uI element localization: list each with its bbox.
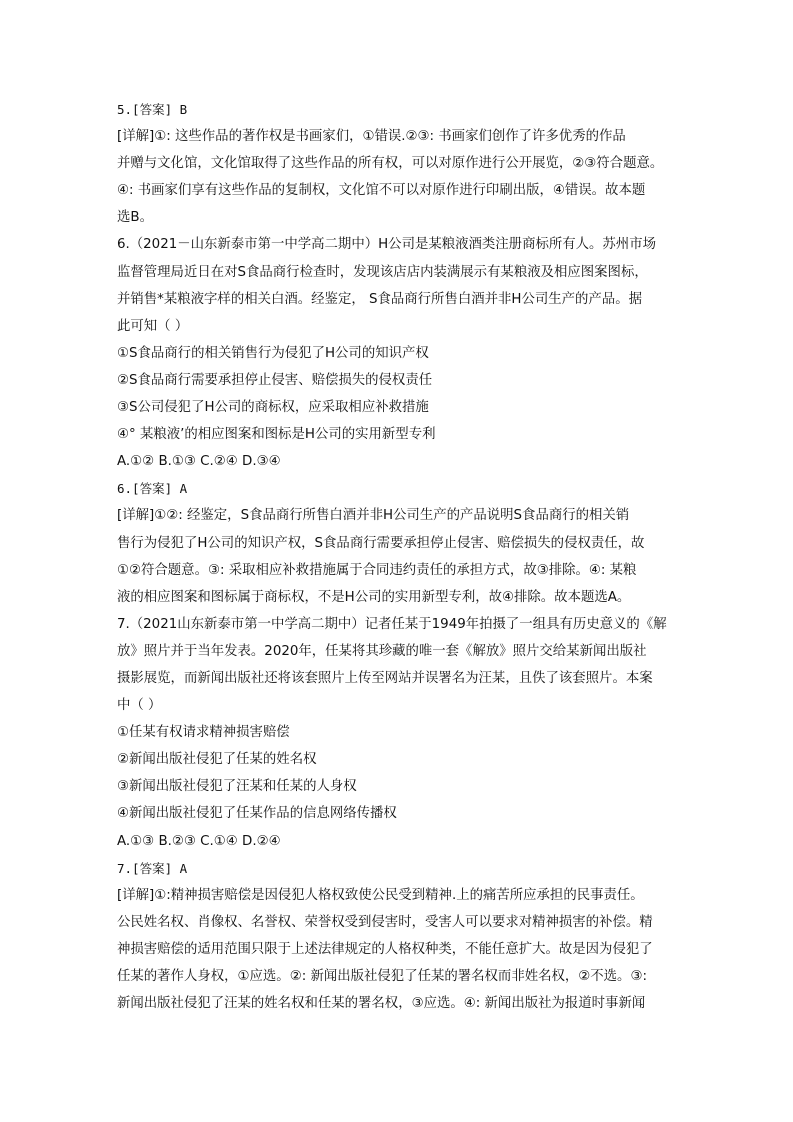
text-line: [详解]①②: 经鉴定，S食品商行所售白酒并非H公司生产的产品说明S食品商行的相关销 [117, 508, 630, 524]
answer-line: 6.[答案] A [117, 481, 188, 497]
text-line: 并赠与文化馆，文化馆取得了这些作品的所有权，可以对原作进行公开展览，②③符合题意。 [117, 156, 664, 172]
text-line: ④° 某粮液’的相应图案和图标是H公司的实用新型专利 [117, 427, 436, 443]
answer-line: 7.[答案] A [117, 860, 188, 876]
text-line: 放》照片并于当年发表。2020年，任某将其珍藏的唯一套《解放》照片交给某新闻出版社 [117, 643, 647, 659]
text-line: ①②符合题意。③: 采取相应补救措施属于合同违约责任的承担方式，故③排除。④: 某粮 [117, 562, 637, 578]
text-line: 摄影展览，而新闻出版社还将该套照片上传至网站并误署名为汪某，且佚了该套照片。本案 [117, 670, 653, 686]
text-line: 并销售*某粮液字样的相关白酒。经鉴定， S食品商行所售白酒并非H公司生产的产品。据 [117, 291, 642, 307]
answer-line: 5.[答案] B [117, 102, 188, 117]
text-line: 监督管理局近日在对S食品商行检查时，发现该店店内装满展示有某粮液及相应图案图标， [117, 264, 648, 280]
text-line: ②新闻出版社侵犯了任某的姓名权 [117, 752, 317, 768]
text-line: 中（ ） [117, 698, 162, 714]
text-line: A.①② B.①③ C.②④ D.③④ [117, 454, 281, 470]
text-line: [详解]①: 这些作品的著作权是书画家们，①错误.②③: 书画家们创作了许多优秀的作品 [117, 129, 626, 145]
text-line: 液的相应图案和图标属于商标权，不是H公司的实用新型专利，故④排除。故本题选A。 [117, 589, 631, 605]
text-line: ①S食品商行的相关销售行为侵犯了H公司的知识产权 [117, 345, 429, 361]
text-line: 此可知（ ） [117, 318, 189, 334]
text-line: [详解]①:精神损害赔偿是因侵犯人格权致使公民受到精神.上的痛苦所应承担的民事责任。 [117, 887, 644, 903]
text-line: 7.（2021山东新泰市第一中学高二期中）记者任某于1949年拍摄了一组具有历史意义的《解 [117, 616, 667, 632]
text-line: 新闻出版社侵犯了汪某的姓名权和任某的署名权，③应选。④: 新闻出版社为报道时事新闻 [117, 996, 646, 1012]
text-line: 任某的著作人身权，①应选。②: 新闻出版社侵犯了任某的署名权而非姓名权，②不选。③: [117, 969, 647, 984]
text-line: A.①③ B.②③ C.①④ D.②④ [117, 833, 281, 849]
text-line: 6.（2021－山东新泰市第一中学高二期中）H公司是某粮液酒类注册商标所有人。苏州市场 [117, 237, 656, 253]
text-line: ③新闻出版社侵犯了汪某和任某的人身权 [117, 779, 357, 795]
text-line: ③S公司侵犯了H公司的商标权，应采取相应补救措施 [117, 400, 429, 416]
text-line: 神损害赔偿的适用范围只限于上述法律规定的人格权种类，不能任意扩大。故是因为侵犯了 [117, 941, 653, 957]
text-line: ①任某有权请求精神损害赔偿 [117, 725, 290, 741]
text-line: ④新闻出版社侵犯了任某作品的信息网络传播权 [117, 806, 397, 822]
text-line: ④: 书画家们享有这些作品的复制权，文化馆不可以对原作进行印刷出版，④错误。故本题 [117, 183, 646, 199]
text-line: 售行为侵犯了H公司的知识产权，S食品商行需要承担停止侵害、赔偿损失的侵权责任，故 [117, 535, 645, 551]
text-line: 公民姓名权、肖像权、名誉权、荣誉权受到侵害时，受害人可以要求对精神损害的补偿。精 [117, 914, 653, 930]
text-line: 选B。 [117, 210, 153, 226]
text-line: ②S食品商行需要承担停止侵害、赔偿损失的侵权责任 [117, 372, 433, 388]
document-page [117, 96, 682, 1017]
